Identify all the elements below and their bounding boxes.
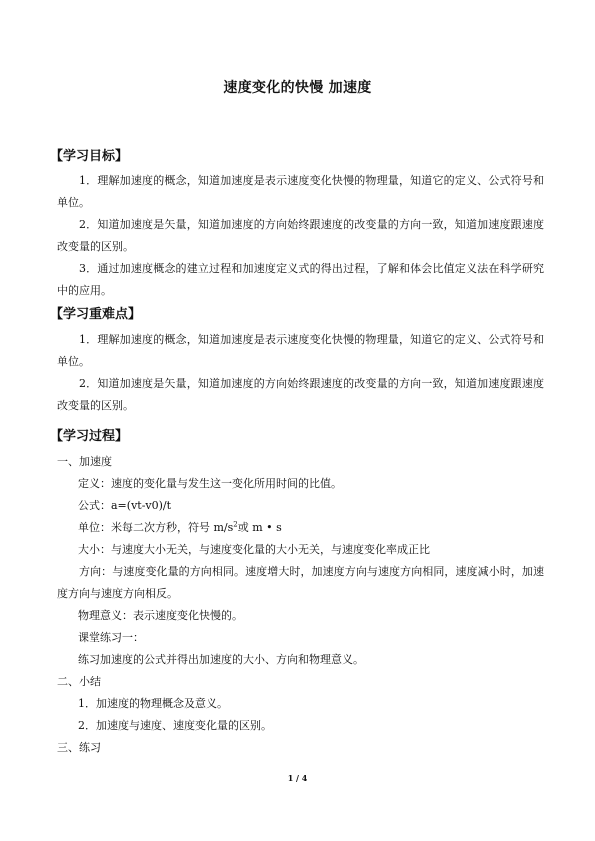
part1-title: 一、加速度	[57, 455, 112, 468]
goal-item-2: 2．知道加速度是矢量，知道加速度的方向始终跟速度的改变量的方向一致，知道加速度跟速度改变量的区别。	[57, 218, 544, 253]
exercise-text: 练习加速度的公式并得出加速度的大小、方向和物理意义。	[78, 653, 364, 666]
key-point-item-2: 2．知道加速度是矢量，知道加速度的方向始终跟速度的改变量的方向一致，知道加速度跟速度改变量的区别。	[57, 377, 544, 412]
section-heading-process: 【学习过程】	[50, 429, 129, 444]
unit-text: 单位：米每二次方秒，符号 m/s	[78, 521, 234, 534]
formula-line: 公式：a=(vt-v0)/t	[78, 499, 172, 512]
summary-item-1: 1．加速度的物理概念及意义。	[78, 697, 228, 710]
section-heading-key-points: 【学习重难点】	[50, 307, 142, 322]
summary-item-2: 2．加速度与速度、速度变化量的区别。	[78, 719, 272, 732]
document-title: 速度变化的快慢 加速度	[223, 80, 372, 96]
unit-suffix: 或 m • s	[237, 521, 282, 534]
meaning-line: 物理意义：表示速度变化快慢的。	[78, 609, 243, 622]
magnitude-line: 大小：与速度大小无关，与速度变化量的大小无关，与速度变化率成正比	[78, 543, 430, 556]
part2-title: 二、小结	[57, 675, 101, 688]
unit-line	[78, 517, 282, 539]
key-point-item-1: 1．理解加速度的概念，知道加速度是表示速度变化快慢的物理量，知道它的定义、公式符号和单位。	[57, 333, 544, 368]
definition-line: 定义：速度的变化量与发生这一变化所用时间的比值。	[78, 477, 342, 490]
part3-title: 三、练习	[57, 741, 101, 754]
exercise-title: 课堂练习一：	[78, 631, 144, 644]
direction-paragraph: 方向：与速度变化量的方向相同。速度增大时，加速度方向与速度方向相同，速度减小时，加速度方向与速度方向相反。	[57, 565, 544, 600]
unit-superscript: 2	[233, 520, 238, 529]
section-heading-goals: 【学习目标】	[50, 149, 129, 164]
goal-item-1: 1．理解加速度的概念，知道加速度是表示速度变化快慢的物理量，知道它的定义、公式符号和单位。	[57, 174, 544, 209]
goal-item-3: 3．通过加速度概念的建立过程和加速度定义式的得出过程，了解和体会比值定义法在科学研究中的应用。	[57, 262, 544, 297]
page-number: 1 / 4	[287, 773, 308, 783]
